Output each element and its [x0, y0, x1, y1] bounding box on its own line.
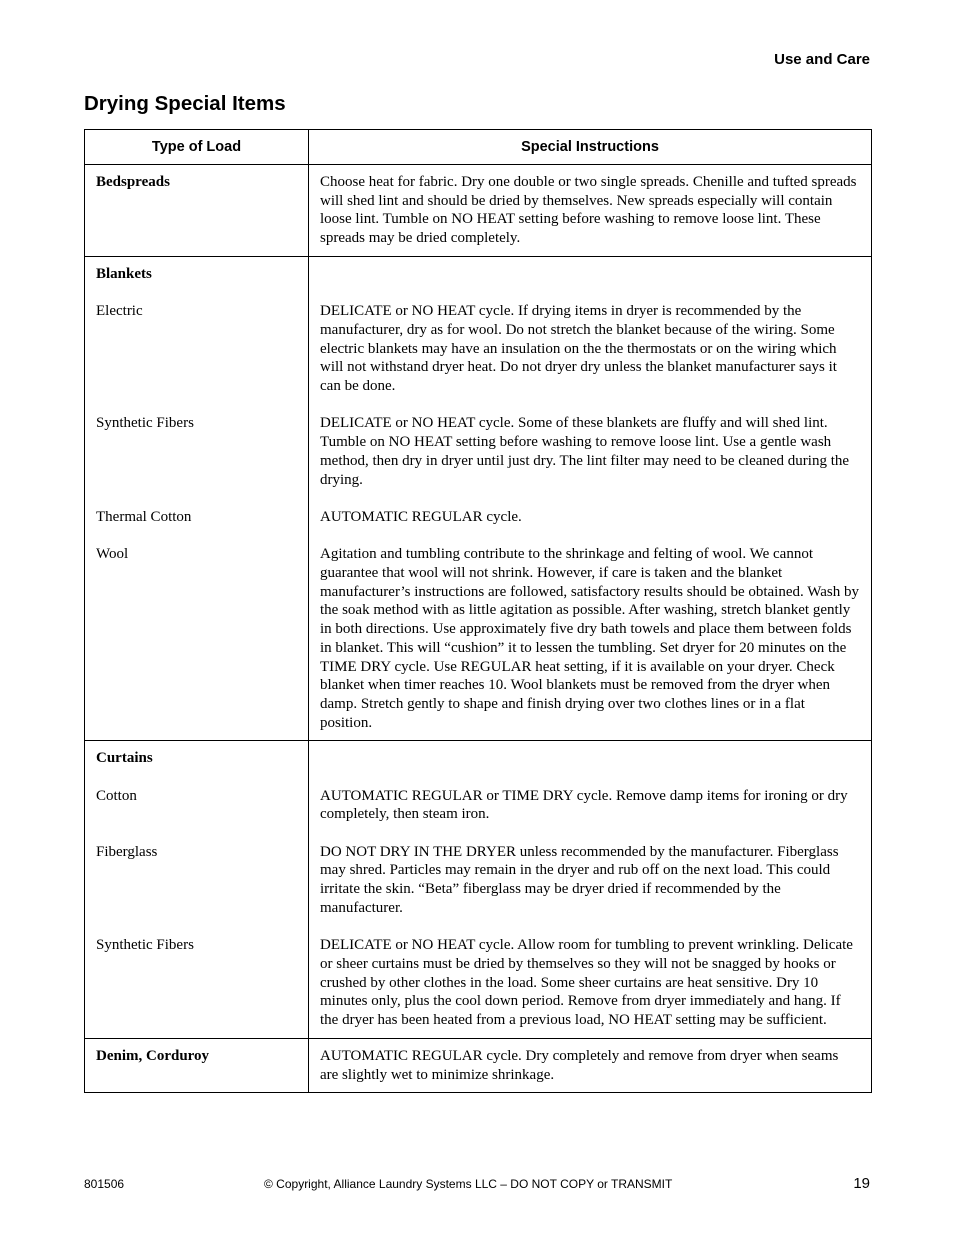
- instruction-cell: [309, 165, 872, 257]
- load-subtype: Synthetic Fibers: [96, 937, 194, 954]
- load-subtype: Synthetic Fibers: [96, 415, 194, 432]
- instruction-text: DELICATE or NO HEAT cycle. Allow room for tumbling to prevent wrinkling. Delicate or sheer curtains must be dried by themselves so they will not be snagged by hooks or crushed by other clothes in the load. Some sheer curtains are heat sensitive. Dry 10 minutes only, plus the cool down period. Remove from dryer immediately and hang. If the dryer has been heated from a previous load, NO HEAT setting may be sufficient.: [320, 937, 853, 1029]
- document-number: 801506: [84, 1177, 125, 1191]
- load-type-cell: [85, 256, 309, 741]
- instruction-cell: [309, 741, 872, 1038]
- drying-instructions-table: [84, 129, 872, 1093]
- table-row-blankets: [85, 256, 872, 741]
- load-type-cell: [85, 741, 309, 1038]
- table-row-denim-corduroy: [85, 1038, 872, 1092]
- load-category: Denim, Corduroy: [96, 1047, 210, 1064]
- instruction-cell: [309, 256, 872, 741]
- table-row-curtains: [85, 741, 872, 1038]
- instruction-text: Agitation and tumbling contribute to the shrinkage and felting of wool. We cannot guarantee that wool will not shrink. However, if care is taken and the blanket manufacturer’s instructions are followed, satisfactory results should be obtained. Wash by the soak method with as little agitation as possible. After washing, stretch blanket gently in both directions. Use approximately five dry bath towels and place them between folds in blanket. This will “cushion” it to lessen the tumbling. Set dryer for 20 minutes on the TIME DRY cycle. Use REGULAR heat setting, if it is available on your dryer. Check blanket when timer reaches 10. Wool blankets must be removed from the dryer when damp. Stretch gently to shape and finish drying over two clothes lines or in a flat position.: [320, 546, 859, 731]
- page-title: Drying Special Items: [84, 92, 286, 115]
- instruction-text: AUTOMATIC REGULAR cycle.: [320, 508, 522, 525]
- table-row-bedspreads: [85, 165, 872, 257]
- instruction-text: Choose heat for fabric. Dry one double or two single spreads. Chenille and tufted spreads will shed lint and should be dried by themselves. New spreads especially will contain loose lint. Tumble on NO HEAT setting before washing to remove loose lint. These spreads may be dried completely.: [320, 174, 857, 247]
- load-subtype: Electric: [96, 303, 143, 320]
- load-category: Bedspreads: [96, 174, 170, 190]
- copyright-notice: © Copyright, Alliance Laundry Systems LLC – DO NOT COPY or TRANSMIT: [264, 1177, 673, 1191]
- column-header-type-of-load: Type of Load: [85, 130, 309, 165]
- instruction-text: AUTOMATIC REGULAR cycle. Dry completely and remove from dryer when seams are slightly wet to minimize shrinkage.: [320, 1047, 839, 1083]
- section-header: Use and Care: [774, 51, 870, 68]
- instruction-text: AUTOMATIC REGULAR or TIME DRY cycle. Remove damp items for ironing or dry completely, then steam iron.: [320, 787, 848, 823]
- column-header-special-instructions: Special Instructions: [309, 130, 872, 165]
- instruction-spacer: [320, 749, 859, 768]
- instruction-text: DELICATE or NO HEAT cycle. Some of these blankets are fluffy and will shed lint. Tumble on NO HEAT setting before washing to remove loose lint. Use a gentle wash method, then dry in dryer until just dry. The lint filter may need to be cleaned during the drying.: [320, 415, 850, 488]
- load-subtype: Wool: [96, 546, 129, 563]
- instruction-text: DELICATE or NO HEAT cycle. If drying items in dryer is recommended by the manufacturer, dry as for wool. Do not stretch the blanket because of the wiring. Some electric blankets may have an insulation on the the thermostats or on the wiring which will not withstand dryer heat. Do not dryer dry unless the blanket manufacturer says it can be done.: [320, 303, 837, 394]
- load-type-cell: [85, 165, 309, 257]
- instruction-text: DO NOT DRY IN THE DRYER unless recommended by the manufacturer. Fiberglass may shred. Particles may remain in the dryer and rub off on the next load. This could irritate the skin. “Beta” fiberglass may be dryer dried if recommended by the manufacturer.: [320, 843, 839, 916]
- load-subtype: Fiberglass: [96, 843, 158, 860]
- instruction-spacer: [320, 265, 859, 284]
- page-number: 19: [853, 1175, 870, 1192]
- load-category: Curtains: [96, 750, 153, 767]
- load-subtype: Thermal Cotton: [96, 508, 192, 525]
- table-header-row: [85, 130, 872, 165]
- load-subtype: Cotton: [96, 787, 137, 804]
- instruction-cell: [309, 1038, 872, 1092]
- load-category: Blankets: [96, 265, 152, 282]
- load-type-cell: [85, 1038, 309, 1092]
